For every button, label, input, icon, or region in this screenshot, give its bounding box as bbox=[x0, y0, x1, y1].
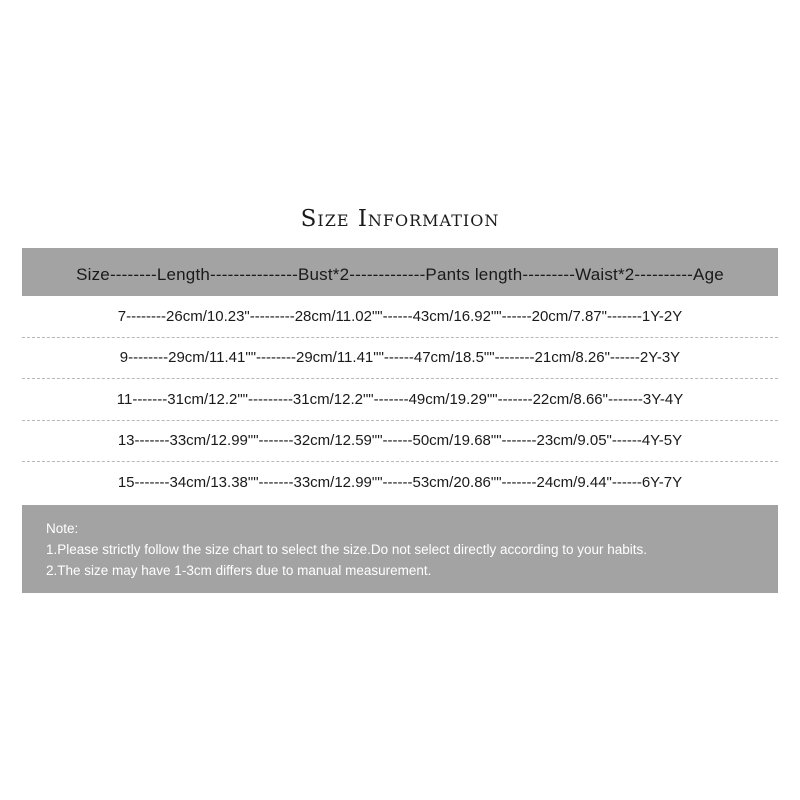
table-row bbox=[22, 338, 778, 380]
table-row-text: 13-------33cm/12.99""-------32cm/12.59""------50cm/19.68""-------23cm/9.05"------4Y-5Y bbox=[117, 432, 683, 450]
note-heading: Note: bbox=[46, 521, 79, 536]
table-row-text: 7--------26cm/10.23"---------28cm/11.02""------43cm/16.92""------20cm/7.87"-------1Y-2Y bbox=[117, 307, 683, 325]
table-row-text: 11-------31cm/12.2""---------31cm/12.2""-------49cm/19.29""-------22cm/8.66"-------3Y-4Y bbox=[116, 390, 684, 408]
table-row bbox=[22, 421, 778, 463]
table-row bbox=[22, 379, 778, 421]
size-table-header-text: Size--------Length---------------Bust*2-------------Pants length---------Waist*2----------Age bbox=[76, 265, 724, 284]
size-table-body bbox=[22, 296, 778, 504]
table-row bbox=[22, 296, 778, 338]
note-line-1: 1.Please strictly follow the size chart to select the size.Do not select directly according to your habits. bbox=[46, 542, 648, 557]
page-title: Size Information bbox=[300, 206, 500, 232]
table-row bbox=[22, 462, 778, 504]
table-row-text: 15-------34cm/13.38""-------33cm/12.99""------53cm/20.86""-------24cm/9.44"------6Y-7Y bbox=[117, 474, 683, 492]
table-row-text: 9--------29cm/11.41""--------29cm/11.41""------47cm/18.5""--------21cm/8.26"------2Y-3Y bbox=[119, 349, 681, 367]
note-line-2: 2.The size may have 1-3cm differs due to manual measurement. bbox=[46, 563, 432, 578]
size-table-header bbox=[22, 248, 778, 296]
note-box bbox=[22, 505, 778, 593]
